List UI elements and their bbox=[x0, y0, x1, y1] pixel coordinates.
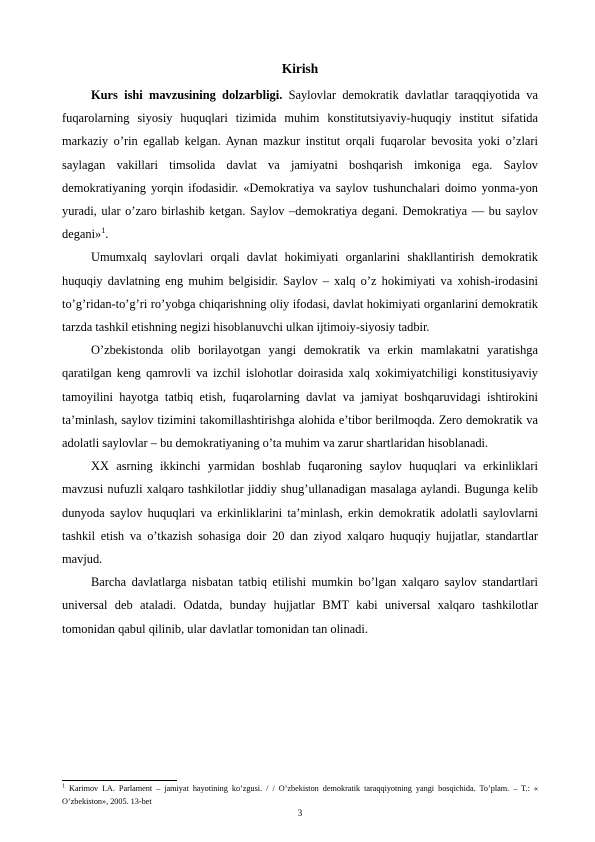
paragraph-3: O’zbekistonda olib borilayotgan yangi demokratik va erkin mamlakatni yaratishga qaratilgan keng qamrovli va izchil islohotlar doirasida xalq xokimiyatchiligi konstitusiyaviy tamoyilini hayotga tatbiq etish, fuqarolarning davlat va jamiyat boshqaruvidagi ishtirokini ta’minlash, saylov tizimini takomillashtirishga alohida e’tibor berilmoqda. Zero demokratik va adolatli saylovlar – bu demokratiyaning o’ta muhim va zarur shartlaridan hisoblanadi. bbox=[62, 343, 538, 451]
document-page bbox=[62, 0, 538, 842]
paragraph-lead: Kurs ishi mavzusining dolzarbligi. bbox=[91, 88, 283, 102]
paragraph-end: . bbox=[105, 227, 109, 242]
body-text bbox=[62, 84, 538, 641]
page-number: 3 bbox=[297, 808, 303, 818]
paragraph-2: Umumxalq saylovlari orqali davlat hokimiyati organlarini shakllantirish demokratik huquqiy davlatning eng muhim belgisidir. Saylov – xalq o’z hokimiyati va xohish-irodasini to’g’ridan-to’g’ri ro’yobga chiqarishning oliy ifodasi, davlat hokimiyati organlarini demokratik tarzda tashkil etishning negizi hisoblanuvchi ulkan ijtimoiy-siyosiy tadbir. bbox=[62, 250, 538, 335]
footnote-text: Karimov I.A. Parlament – jamiyat hayotining ko’zgusi. / / O’zbekiston demokratik taraqqiyotning yangi bosqichida. To’plam. – T.: « O’zbekiston», 2005. 13-bet bbox=[62, 784, 538, 806]
footnote-number: 1 bbox=[62, 783, 65, 790]
footnote-ref[interactable]: 1 bbox=[101, 226, 106, 236]
footnote-divider bbox=[62, 780, 177, 781]
paragraph-4: XX asrning ikkinchi yarmidan boshlab fuqaroning saylov huquqlari va erkinliklari mavzusi nufuzli xalqaro tashkilotlar jiddiy shug’ullanadigan masalaga aylandi. Bugunga kelib dunyoda saylov huquqlari va erkinliklarini ta’minlash, erkin demokratik adolatli saylovlarni tashkil etish va o’tkazish sohasiga doir 20 dan ziyod xalqaro huquqiy hujjatlar, standartlar mavjud. bbox=[62, 459, 538, 567]
paragraph-text: Saylovlar demokratik davlatlar taraqqiyotida va fuqarolarning siyosiy huquqlari tizimida muhim konstitutsiyaviy-huquqiy institut sifatida markaziy o’rin egallab kelgan. Aynan mazkur institut orqali fuqarolar bevosita yoki o’zlari saylagan vakillari timsolida davlat va jamiyatni boshqarish imkoniga ega. Saylov demokratiyaning yorqin ifodasidir. «Demokratiya va saylov tushunchalari doimo yonma-yon yuradi, ular o’zaro birlashib ketgan. Saylov –demokratiya degani. Demokratiya — bu saylov degani» bbox=[62, 88, 538, 242]
paragraph-5: Barcha davlatlarga nisbatan tatbiq etilishi mumkin bo’lgan xalqaro saylov standartlari universal deb ataladi. Odatda, bunday hujjatlar BMT kabi universal xalqaro tashkilotlar tomonidan qabul qilinib, ular davlatlar tomonidan tan olinadi. bbox=[62, 575, 538, 636]
page-title: Kirish bbox=[281, 61, 319, 76]
footnote bbox=[62, 783, 538, 808]
paragraph-1 bbox=[62, 84, 538, 246]
